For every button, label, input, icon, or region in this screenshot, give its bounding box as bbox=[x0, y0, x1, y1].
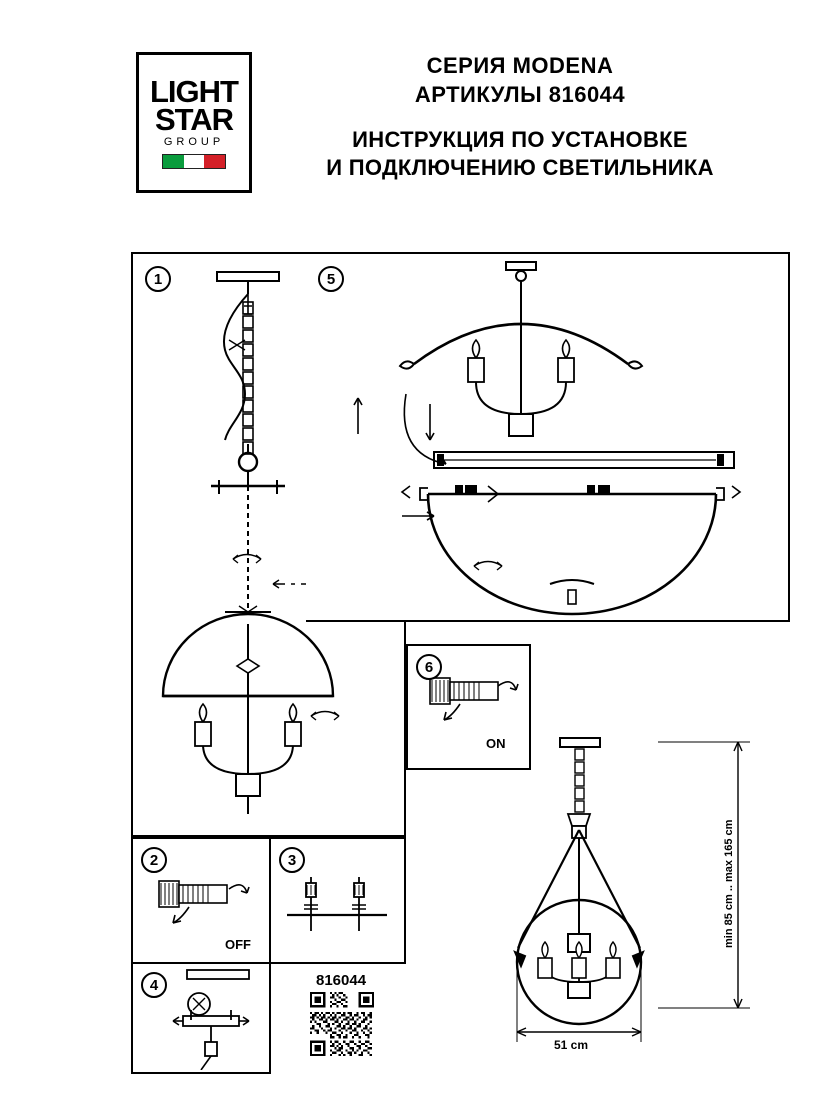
instruction-title-line1: ИНСТРУКЦИЯ ПО УСТАНОВКЕ bbox=[352, 127, 688, 152]
step-1-number: 1 bbox=[145, 266, 171, 292]
article-label: АРТИКУЛЫ 816044 bbox=[414, 82, 626, 107]
instruction-title-line2: И ПОДКЛЮЧЕНИЮ СВЕТИЛЬНИКА bbox=[326, 155, 714, 180]
product-figure bbox=[470, 730, 800, 1070]
brand-logo bbox=[136, 52, 252, 193]
step-2-panel bbox=[131, 837, 271, 964]
qr-code bbox=[310, 992, 374, 1056]
step-4-panel bbox=[131, 964, 271, 1074]
step-6-label: ON bbox=[486, 736, 506, 751]
header bbox=[0, 0, 826, 215]
step-6-number: 6 bbox=[416, 654, 442, 680]
product-drawing bbox=[470, 730, 800, 1070]
width-dimension-label: 51 cm bbox=[554, 1038, 589, 1052]
logo-text-light: LIGHT bbox=[150, 74, 238, 109]
product-code: 816044 bbox=[316, 972, 367, 989]
step-5-diagram bbox=[306, 254, 786, 620]
step-5-number: 5 bbox=[318, 266, 344, 292]
step-2-number: 2 bbox=[141, 847, 167, 873]
step-5-panel bbox=[306, 252, 790, 622]
step-3-panel bbox=[271, 837, 406, 964]
logo-text-group: GROUP bbox=[163, 136, 225, 148]
step-3-number: 3 bbox=[279, 847, 305, 873]
italy-flag-icon bbox=[162, 154, 226, 169]
height-dimension-label: min 85 cm .. max 165 cm bbox=[723, 819, 735, 948]
step-4-number: 4 bbox=[141, 972, 167, 998]
series-label: СЕРИЯ MODENA bbox=[426, 53, 614, 78]
header-text-block bbox=[250, 52, 790, 182]
logo-text-star: STAR bbox=[154, 102, 234, 137]
step-2-label: OFF bbox=[225, 937, 251, 952]
